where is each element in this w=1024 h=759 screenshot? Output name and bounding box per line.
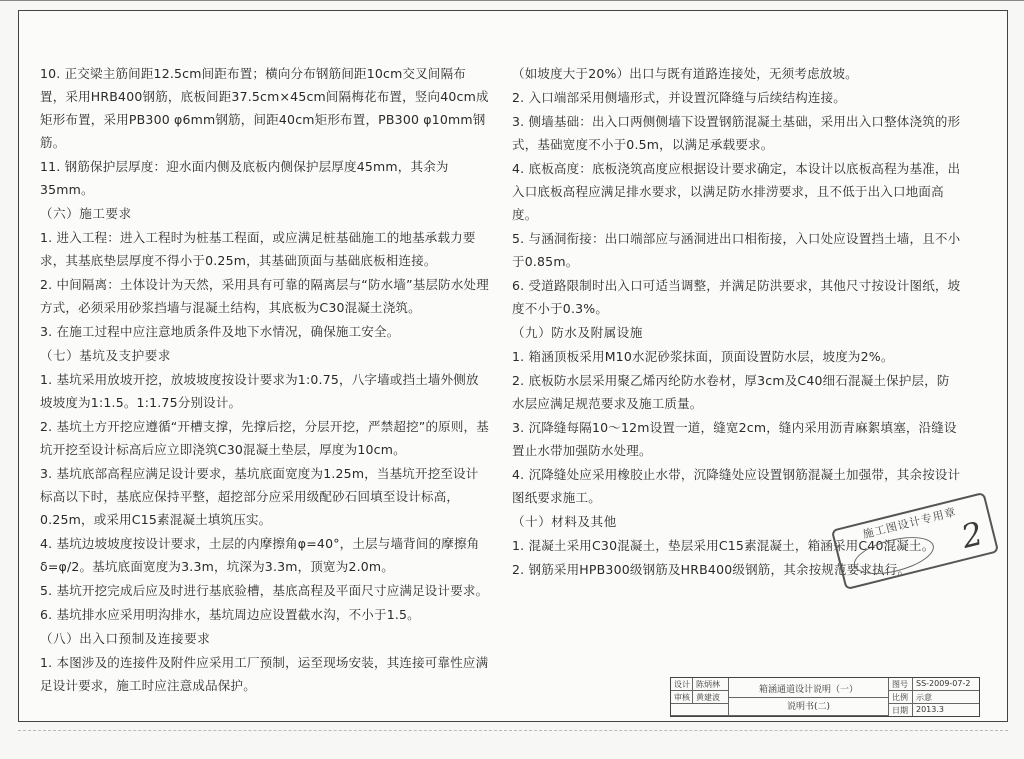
spec-line: 2. 基坑土方开挖应遵循“开槽支撑，先撑后挖，分层开挖，严禁超挖”的原则，基坑开挖至设计标高后应立即浇筑C30混凝土垫层，厚度为10cm。 — [40, 419, 489, 457]
spec-line: 3. 在施工过程中应注意地质条件及地下水情况，确保施工安全。 — [40, 324, 400, 339]
spec-line: 3. 沉降缝每隔10～12m设置一道，缝宽2cm，缝内采用沥青麻絮填塞，沿缝设置止水带加强防水处理。 — [512, 420, 957, 458]
spec-line: 10. 正交梁主筋间距12.5cm间距布置；横向分布钢筋间距10cm交叉间隔布置，采用HRB400钢筋，底板间距37.5cm×45cm间隔梅花布置，竖向40cm成矩形布置，采用PB300 φ6mm钢筋，间距40cm矩形布置，PB300 φ10mm钢筋。 — [40, 66, 489, 150]
section-heading: （八）出入口预制及连接要求 — [40, 631, 211, 646]
tb-drawing-subtitle: 说明书(二) — [729, 698, 889, 716]
section-heading: （六）施工要求 — [40, 206, 132, 221]
spec-line: 2. 底板防水层采用聚乙烯丙纶防水卷材，厚3cm及C40细石混凝土保护层，防水层应满足规范要求及施工质量。 — [512, 373, 950, 411]
spec-line: 3. 侧墙基础：出入口两侧侧墙下设置钢筋混凝土基础，采用出入口整体浇筑的形式，基础宽度不小于0.5m，以满足承载要求。 — [512, 114, 961, 152]
spec-line: 11. 钢筋保护层厚度：迎水面内侧及底板内侧保护层厚度45mm，其余为35mm。 — [40, 159, 449, 197]
spec-line: 2. 入口端部采用侧墙形式，并设置沉降缝与后续结构连接。 — [512, 90, 847, 105]
tb-date: 2013.3 — [916, 705, 944, 714]
tb-check-label: 审核 — [671, 691, 693, 704]
spec-line: 4. 基坑边坡坡度按设计要求，土层的内摩擦角φ=40°，土层与墙背间的摩擦角δ=φ/2。基坑底面宽度为3.3m，坑深为3.3m，顶宽为2.0m。 — [40, 536, 480, 574]
spec-line: 2. 钢筋采用HPB300级钢筋及HRB400级钢筋，其余按规范要求执行。 — [512, 562, 911, 577]
spec-line: 1. 进入工程：进入工程时为桩基工程面，或应满足桩基础施工的地基承载力要求，其基底垫层厚度不得小于0.25m，其基础顶面与基础底板相连接。 — [40, 230, 476, 268]
tb-scale: 示意 — [913, 691, 979, 704]
tb-designer: 陈炳林 — [693, 678, 729, 691]
tb-blank-cell — [671, 704, 729, 716]
section-heading: （七）基坑及支护要求 — [40, 348, 172, 363]
spec-line: 6. 基坑排水应采用明沟排水，基坑周边应设置截水沟，不小于1.5。 — [40, 607, 420, 622]
tb-drawing-no: SS-2009-07-2 — [913, 678, 979, 691]
tb-drawing-title: 箱涵通道设计说明（一） — [729, 678, 889, 698]
tb-checker: 黄建波 — [693, 691, 729, 704]
title-block — [670, 677, 980, 717]
top-border-line — [0, 0, 1024, 4]
tb-no-label: 图号 — [889, 678, 913, 691]
spec-line: 5. 与涵洞衔接：出口端部应与涵洞进出口相衔接，入口处应设置挡土墙，且不小于0.85m。 — [512, 231, 961, 269]
tb-scale-label: 比例 — [889, 691, 913, 704]
left-text-column — [40, 62, 490, 698]
spec-line: （如坡度大于20%）出口与既有道路连接处，无须考虑放坡。 — [512, 66, 858, 81]
spec-line: 1. 箱涵顶板采用M10水泥砂浆抹面，顶面设置防水层，坡度为2%。 — [512, 349, 894, 364]
spec-line: 4. 沉降缝处应采用橡胶止水带，沉降缝处应设置钢筋混凝土加强带，其余按设计图纸要求施工。 — [512, 467, 961, 505]
spec-line: 5. 基坑开挖完成后应及时进行基底验槽，基底高程及平面尺寸应满足设计要求。 — [40, 583, 489, 598]
section-heading: （九）防水及附属设施 — [512, 325, 644, 340]
tb-design-label: 设计 — [671, 678, 693, 691]
spec-line: 6. 受道路限制时出入口可适当调整，并满足防洪要求，其他尺寸按设计图纸，坡度不小于0.3%。 — [512, 278, 961, 316]
spec-line: 2. 中间隔离：土体设计为天然，采用具有可靠的隔离层与“防水墙”基层防水处理方式，必须采用砂浆挡墙与混凝土结构，其底板为C30混凝土浇筑。 — [40, 277, 489, 315]
section-heading: （十）材料及其他 — [512, 514, 617, 529]
spec-line: 1. 基坑采用放坡开挖，放坡坡度按设计要求为1:0.75，八字墙或挡土墙外侧放坡坡度为1:1.5。1:1.75分别设计。 — [40, 372, 479, 410]
right-text-column — [512, 62, 962, 582]
stamp-number: 2 — [957, 514, 987, 556]
tb-date-label: 日期 — [889, 704, 913, 716]
spec-line: 3. 基坑底部高程应满足设计要求，基坑底面宽度为1.25m，当基坑开挖至设计标高以下时，基底应保持平整，超挖部分应采用级配砂石回填至设计标高，0.25m，或采用C15素混凝土填筑压实。 — [40, 466, 479, 527]
spec-line: 4. 底板高度：底板浇筑高度应根据设计要求确定，本设计以底板高程为基准，出入口底板高程应满足排水要求，以满足防水排涝要求，且不低于出入口地面高度。 — [512, 161, 961, 222]
spec-line: 1. 本图涉及的连接件及附件应采用工厂预制，运至现场安装，其连接可靠性应满足设计要求，施工时应注意成品保护。 — [40, 655, 489, 693]
footer-dashed-line — [18, 730, 1008, 732]
stamp-title: 施工图设计专用章 — [861, 505, 958, 542]
spec-line: 1. 混凝土采用C30混凝土，垫层采用C15素混凝土，箱涵采用C40混凝土。 — [512, 538, 935, 553]
